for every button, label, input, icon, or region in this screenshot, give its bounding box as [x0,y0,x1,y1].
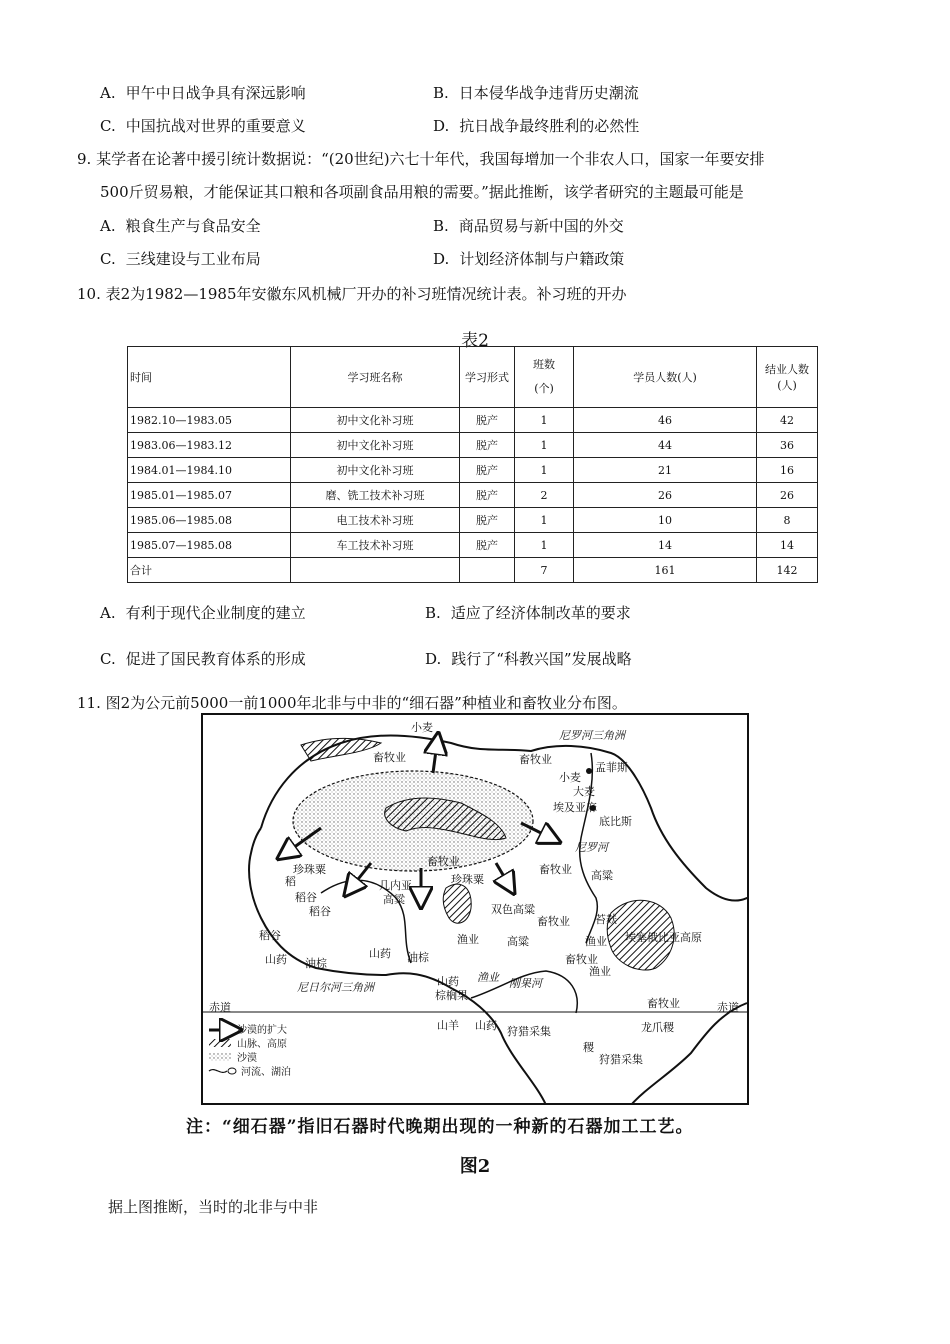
table-cell: 14 [574,533,757,558]
header-students: 学员人数(人) [574,347,757,408]
label-thebes: 底比斯 [599,815,632,828]
q11-tail: 据上图推断，当时的北非与中非 [108,1198,319,1216]
q8-option-a: A. 甲午中日战争具有深远影响 [100,84,306,102]
table-row [128,533,818,558]
q8-option-c: C. 中国抗战对世界的重要意义 [100,117,306,135]
table-cell: 21 [574,458,757,483]
table-cell: 脱产 [460,433,515,458]
label-hunt1: 狩猎采集 [507,1025,551,1038]
legend-desert-expansion: 沙漠的扩大 [237,1025,287,1036]
q9-stem-line1: 9. 某学者在论著中援引统计数据说：“(20世纪)六七十年代，我国每增加一个非农人口，国家一年要安排 [77,150,765,168]
label-herd3: 畜牧业 [427,855,460,868]
label-pearl-millet1: 珍珠粟 [293,863,326,876]
label-flax: 埃及亚麻 [553,801,597,814]
label-herd5: 畜牧业 [537,915,570,928]
label-rice3: 稻谷 [259,929,281,942]
table-cell: 36 [757,433,818,458]
table-cell: 1983.06—1983.12 [128,433,291,458]
table-cell: 1 [515,508,574,533]
label-nile-delta: 尼罗河三角洲 [559,729,625,742]
table-cell: 1984.01—1984.10 [128,458,291,483]
africa-map [201,713,749,1105]
figure-caption: 图2 [459,1156,491,1177]
legend-lake-icon [228,1068,236,1074]
table-cell: 初中文化补习班 [291,458,460,483]
q8-option-b: B. 日本侵华战争违背历史潮流 [433,84,639,102]
table-caption: 表2 [461,331,489,351]
q10-option-a: A. 有利于现代企业制度的建立 [100,604,306,622]
label-yam2: 山药 [369,947,391,960]
table-cell: 脱产 [460,483,515,508]
label-equator-left: 赤道 [209,1001,231,1014]
label-sorghum1: 高粱 [383,893,405,906]
label-finger-millet: 龙爪稷 [641,1021,674,1034]
q8-option-d: D. 抗日战争最终胜利的必然性 [433,117,640,135]
table-row [128,408,818,433]
label-sorghum3: 高粱 [507,935,529,948]
table-cell: 脱产 [460,508,515,533]
label-fishing4: 渔业 [589,965,611,978]
table-row [128,483,818,508]
label-herd4: 畜牧业 [539,863,572,876]
label-herd7: 畜牧业 [647,997,680,1010]
table-cell: 26 [574,483,757,508]
header-count: 班数 (个) [515,347,574,408]
label-yam3: 山药 [437,975,459,988]
table-cell: 车工技术补习班 [291,533,460,558]
table-cell: 16 [757,458,818,483]
label-two-color-sorghum: 双色高粱 [491,903,535,916]
label-fishing1: 渔业 [457,933,479,946]
table-cell: 14 [757,533,818,558]
q9-option-c: C. 三线建设与工业布局 [100,250,261,268]
table-cell: 初中文化补习班 [291,408,460,433]
table-cell: 8 [757,508,818,533]
label-rice-a: 稻 [285,875,296,888]
q9-option-d: D. 计划经济体制与户籍政策 [433,250,625,268]
table-cell: 1 [515,408,574,433]
table-cell: 1985.06—1985.08 [128,508,291,533]
table-total-row [128,558,818,583]
q10-option-c: C. 促进了国民教育体系的形成 [100,650,306,668]
label-congo: 刚果河 [509,977,542,990]
table-cell: 脱产 [460,533,515,558]
label-fishing3: 渔业 [477,971,499,984]
legend-rivers-lakes: 河流、湖泊 [241,1067,291,1078]
q11-stem: 11. 图2为公元前5000一前1000年北非与中非的“细石器”种植业和畜牧业分布图。 [77,694,627,712]
label-wheat: 小麦 [559,771,581,784]
table-cell: 脱产 [460,408,515,433]
label-fishing2: 渔业 [585,935,607,948]
table-cell: 1 [515,458,574,483]
q9-stem-line2: 500斤贸易粮，才能保证其口粮和各项副食品用粮的需要。”据此推断，该学者研究的主题最可能是 [100,183,744,201]
legend-desert: 沙漠 [237,1053,257,1064]
table-row [128,433,818,458]
label-herd1: 畜牧业 [373,751,406,764]
label-herd2: 畜牧业 [519,753,552,766]
table-cell: 合计 [128,558,291,583]
label-hunt2: 狩猎采集 [599,1053,643,1066]
table-cell: 1985.01—1985.07 [128,483,291,508]
table-cell: 26 [757,483,818,508]
label-sorghum2: 高粱 [591,869,613,882]
label-yam1: 山药 [265,953,287,966]
q10-option-d: D. 践行了“科教兴国”发展战略 [425,650,632,668]
label-oil-palm3: 棕榈果 [435,989,468,1002]
table-row [128,508,818,533]
table-cell: 电工技术补习班 [291,508,460,533]
header-graduates: 结业人数(人) [757,347,818,408]
table-cell: 42 [757,408,818,433]
header-class-name: 学习班名称 [291,347,460,408]
label-wheat-nw: 小麦 [411,721,433,734]
label-oil-palm2: 油棕 [407,951,429,964]
label-herd6: 畜牧业 [565,953,598,966]
table-cell: 46 [574,408,757,433]
table-cell [291,558,460,583]
figure-note: 注：“细石器”指旧石器时代晚期出现的一种新的石器加工工艺。 [186,1117,694,1137]
q10-stem: 10. 表2为1982—1985年安徽东风机械厂开办的补习班情况统计表。补习班的开办 [77,285,627,303]
label-memphis: 孟菲斯 [595,761,628,774]
label-niger-delta: 尼日尔河三角洲 [297,981,374,994]
label-teff: 苔麸 [595,913,617,926]
table-cell: 2 [515,483,574,508]
label-pearl-millet2: 珍珠粟 [451,873,484,886]
data-table [127,346,818,583]
table-cell: 1985.07—1985.08 [128,533,291,558]
table-cell: 1982.10—1983.05 [128,408,291,433]
label-yam4: 山药 [475,1019,497,1032]
label-rice1: 稻谷 [295,891,317,904]
legend-dots-icon [209,1053,231,1061]
table-cell: 磨、铣工技术补习班 [291,483,460,508]
label-guinea: 几内亚 [379,879,412,892]
table-cell: 7 [515,558,574,583]
table-cell: 44 [574,433,757,458]
header-time: 时间 [128,347,291,408]
table-header-row [128,347,818,408]
table-cell: 142 [757,558,818,583]
table-cell: 初中文化补习班 [291,433,460,458]
label-goat: 山羊 [437,1019,459,1032]
table-cell: 1 [515,433,574,458]
table-cell: 1 [515,533,574,558]
table-cell: 脱产 [460,458,515,483]
q10-option-b: B. 适应了经济体制改革的要求 [425,604,631,622]
memphis-dot [586,768,592,774]
label-ethiopian-plateau: 埃塞俄比亚高原 [625,931,702,944]
label-oil-palm1: 油棕 [305,957,327,970]
label-nile: 尼罗河 [575,841,608,854]
table-cell [460,558,515,583]
label-rice2: 稻谷 [309,905,331,918]
label-equator-right: 赤道 [717,1001,739,1014]
table-cell: 10 [574,508,757,533]
label-barley: 大麦 [573,785,595,798]
q9-option-b: B. 商品贸易与新中国的外交 [433,217,624,235]
legend-mountains: 山脉、高原 [237,1039,287,1050]
q9-option-a: A. 粮食生产与食品安全 [100,217,261,235]
table-cell: 161 [574,558,757,583]
header-form: 学习形式 [460,347,515,408]
legend-hatch-icon [209,1039,231,1047]
label-millet: 稷 [583,1041,594,1054]
table-row [128,458,818,483]
